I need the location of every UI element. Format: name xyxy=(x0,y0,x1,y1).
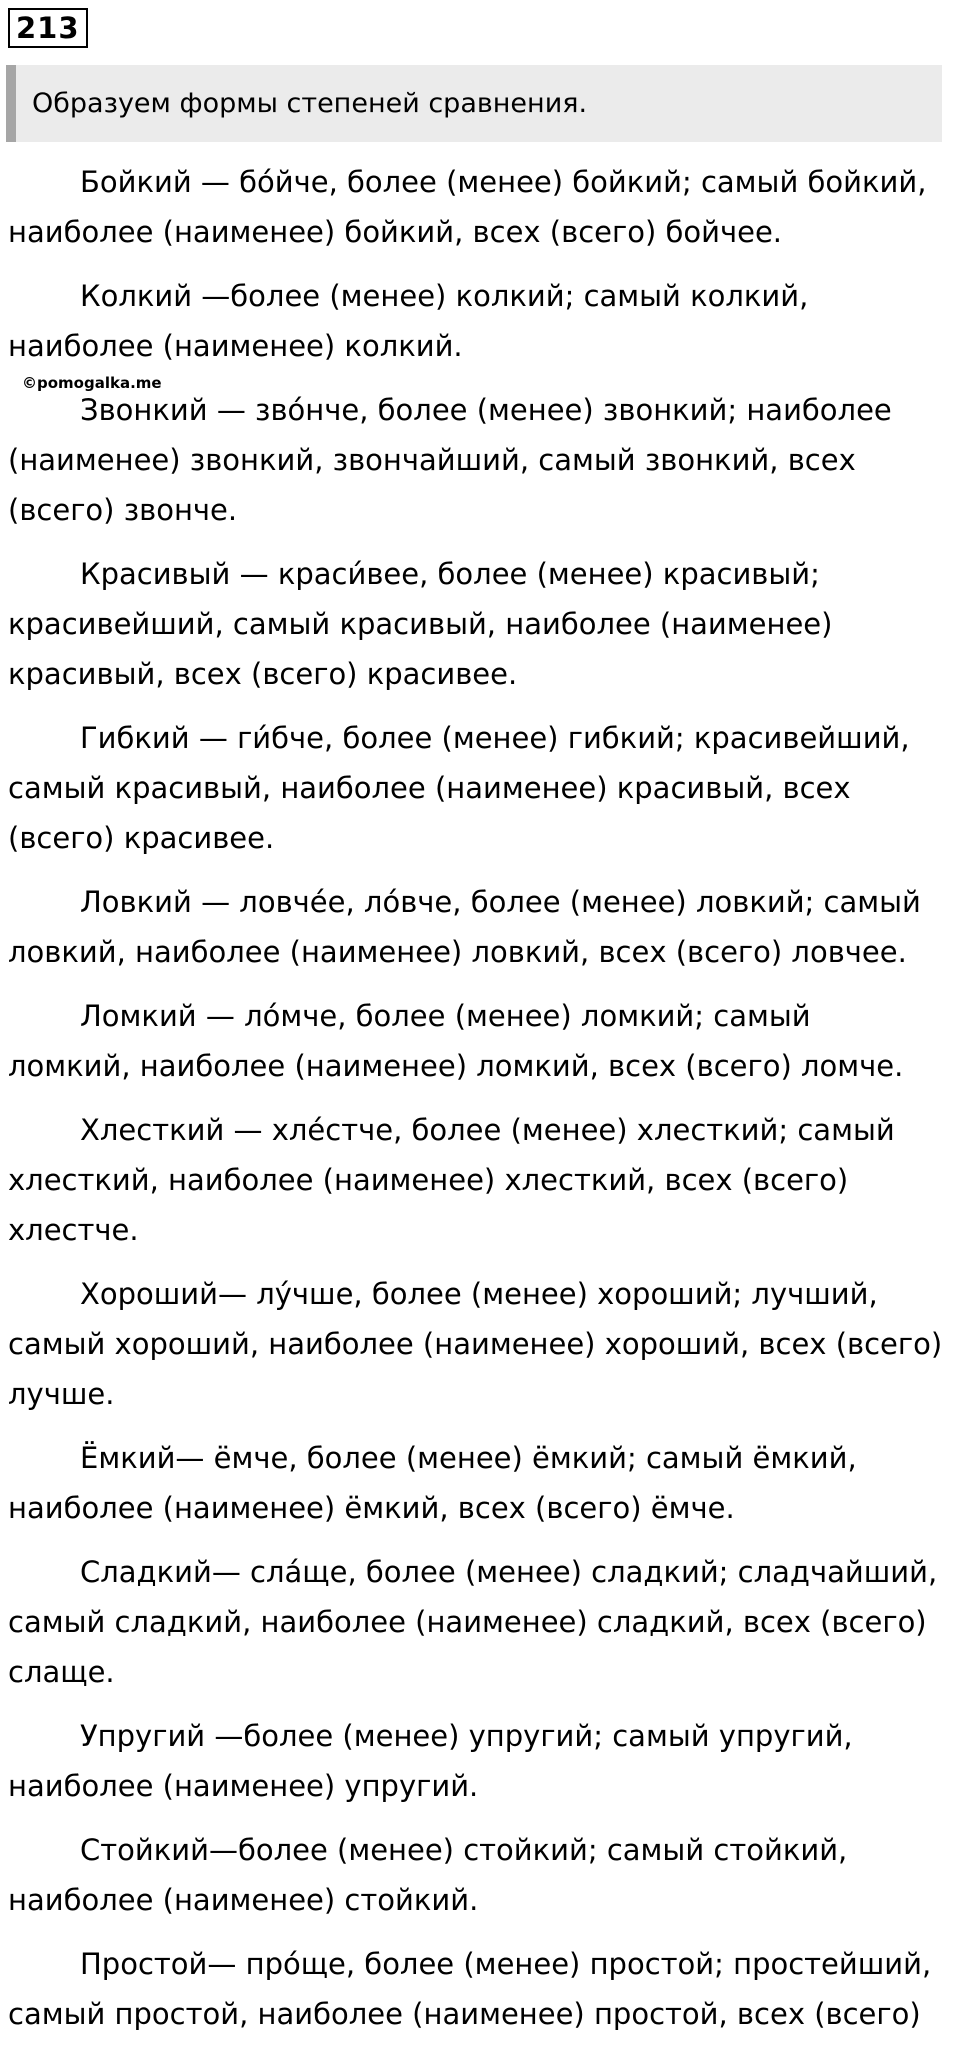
answer-text xyxy=(8,157,956,2053)
paragraph: Ёмкий— ёмче, более (менее) ёмкий; самый ёмкий, наиболее (наименее) ёмкий, всех (всего) ёмче. xyxy=(8,1441,857,1525)
paragraph: Ломкий — ло́мче, более (менее) ломкий; самый ломкий, наиболее (наименее) ломкий, всех (всего) ломче. xyxy=(8,999,904,1083)
paragraph: Хороший— лу́чше, более (менее) хороший; лучший, самый хороший, наиболее (наименее) хороший, всех (всего) лучше. xyxy=(8,1277,943,1411)
paragraph: Ловкий — ловче́е, ло́вче, более (менее) ловкий; самый ловкий, наиболее (наименее) ловкий, всех (всего) ловчее. xyxy=(8,885,921,969)
paragraph: Сладкий— сла́ще, более (менее) сладкий; сладчайший, самый сладкий, наиболее (наименее) сладкий, всех (всего) слаще. xyxy=(8,1555,938,1689)
task-number: 213 xyxy=(8,8,88,48)
paragraph: Колкий —более (менее) колкий; самый колкий, наиболее (наименее) колкий. xyxy=(8,279,809,363)
task-instruction: Образуем формы степеней сравнения. xyxy=(32,88,588,119)
paragraph: Простой— про́ще, более (менее) простой; простейший, самый простой, наиболее (наименее) простой, всех (всего) xyxy=(8,1947,932,2031)
paragraph: Упругий —более (менее) упругий; самый упругий, наиболее (наименее) упругий. xyxy=(8,1719,853,1803)
paragraph: Звонкий — зво́нче, более (менее) звонкий; наиболее (наименее) звонкий, звончайший, самый звонкий, всех (всего) звонче. xyxy=(8,393,892,527)
watermark: ©pomogalka.me xyxy=(22,374,162,392)
task-instruction-box xyxy=(6,65,942,142)
paragraph: Стойкий—более (менее) стойкий; самый стойкий, наиболее (наименее) стойкий. xyxy=(8,1833,848,1917)
paragraph: Красивый — краси́вее, более (менее) красивый; красивейший, самый красивый, наиболее (наименее) красивый, всех (всего) красивее. xyxy=(8,557,833,691)
paragraph: Хлесткий — хле́стче, более (менее) хлесткий; самый хлесткий, наиболее (наименее) хлесткий, всех (всего) хлестче. xyxy=(8,1113,895,1247)
paragraph: Бойкий — бо́йче, более (менее) бойкий; самый бойкий, наиболее (наименее) бойкий, всех (всего) бойчее. xyxy=(8,165,927,249)
paragraph: Гибкий — ги́бче, более (менее) гибкий; красивейший, самый красивый, наиболее (наименее) красивый, всех (всего) красивее. xyxy=(8,721,910,855)
